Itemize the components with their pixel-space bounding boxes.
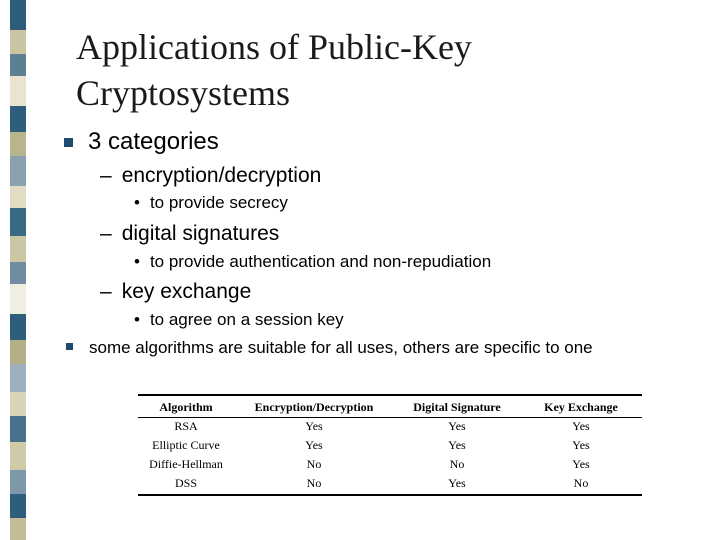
table-bottom-rule	[138, 494, 642, 496]
algorithm-table	[138, 394, 642, 498]
sub-sub-bullet-session-key	[134, 309, 344, 331]
cell: Yes	[448, 419, 466, 433]
cell: Yes	[448, 438, 466, 452]
dash-marker: –	[100, 222, 112, 245]
header-algorithm: Algorithm	[159, 399, 213, 414]
header-encryption: Encryption/Decryption	[254, 399, 374, 414]
table-row	[138, 474, 642, 493]
cell: Yes	[305, 419, 323, 433]
table-row	[138, 436, 642, 455]
bullet-categories: 3 categories	[88, 128, 219, 155]
sub-bullet-signatures	[100, 221, 279, 247]
table-row	[138, 417, 642, 436]
slide-title: Applications of Public-Key Cryptosystems	[76, 27, 472, 113]
cell: No	[306, 476, 322, 490]
sub-bullet-label: key exchange	[121, 280, 252, 303]
cell: Yes	[572, 419, 590, 433]
cell: Diffie-Hellman	[149, 457, 223, 471]
sub-bullet-label: encryption/decryption	[121, 164, 322, 187]
sub-bullet-key-exchange	[100, 279, 251, 305]
sub-bullet-label: digital signatures	[121, 222, 280, 245]
cell: No	[573, 476, 589, 490]
cell: Elliptic Curve	[152, 438, 220, 452]
cell: DSS	[174, 476, 197, 490]
sub-sub-bullet-text: to provide secrecy	[149, 193, 288, 212]
table-header-row	[138, 397, 642, 417]
cell: Yes	[448, 476, 466, 490]
cell: RSA	[174, 419, 198, 433]
sub-sub-bullet-text: to agree on a session key	[149, 310, 344, 329]
sub-sub-bullet-authentication	[134, 251, 491, 273]
bullet-algorithms: some algorithms are suitable for all uses, others are specific to one	[89, 338, 593, 357]
dot-marker: •	[134, 310, 140, 329]
dash-marker: –	[100, 280, 112, 303]
header-key-exchange: Key Exchange	[544, 399, 618, 414]
header-signature: Digital Signature	[413, 399, 501, 414]
sub-sub-bullet-secrecy	[134, 192, 288, 214]
table-top-rule	[138, 394, 642, 396]
cell: No	[306, 457, 322, 471]
dot-marker: •	[134, 252, 140, 271]
table-row	[138, 455, 642, 474]
cell: No	[449, 457, 465, 471]
cell: Yes	[572, 438, 590, 452]
cell: Yes	[572, 457, 590, 471]
decorative-side-strip	[0, 0, 26, 540]
sub-bullet-encryption	[100, 163, 321, 189]
cell: Yes	[305, 438, 323, 452]
dot-marker: •	[134, 193, 140, 212]
bullet-square-icon	[66, 343, 73, 350]
dash-marker: –	[100, 164, 112, 187]
sub-sub-bullet-text: to provide authentication and non-repudiation	[149, 252, 492, 271]
bullet-square-icon	[64, 138, 73, 147]
